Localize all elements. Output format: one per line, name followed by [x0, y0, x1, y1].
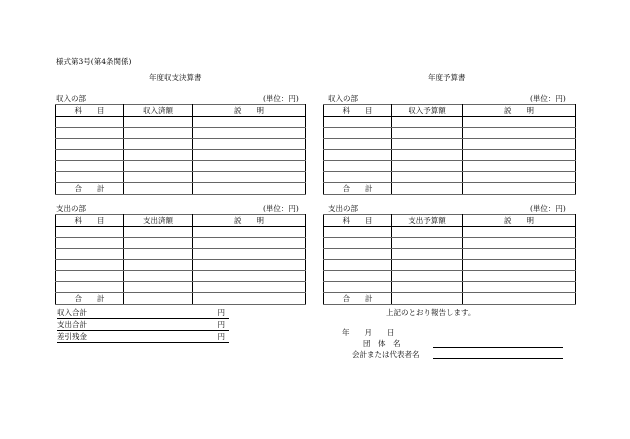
cell-description[interactable]	[463, 249, 576, 260]
cell-description[interactable]	[463, 282, 576, 293]
cell-description[interactable]	[193, 260, 306, 271]
table-row	[324, 128, 576, 139]
cell-item[interactable]	[56, 282, 124, 293]
cell-amount[interactable]	[392, 238, 463, 249]
summary-row-expense[interactable]	[57, 320, 229, 331]
cell-description[interactable]	[463, 260, 576, 271]
cell-amount[interactable]	[124, 172, 193, 183]
table-row	[324, 172, 576, 183]
total-row	[56, 293, 306, 305]
cell-description[interactable]	[463, 128, 576, 139]
cell-item[interactable]	[324, 139, 392, 150]
total-label: 合 計	[324, 183, 392, 195]
table-row	[56, 227, 306, 238]
cell-item[interactable]	[324, 260, 392, 271]
table-row	[324, 260, 576, 271]
cell-amount[interactable]	[392, 128, 463, 139]
table-row	[324, 282, 576, 293]
total-amount[interactable]	[392, 183, 463, 195]
summary-label: 支出合計	[57, 320, 87, 329]
table-row	[56, 172, 306, 183]
settlement-expense-unit: (単位：円)	[263, 204, 299, 213]
summary-label: 差引残金	[57, 332, 87, 341]
header-amount: 支出済額	[124, 215, 193, 227]
cell-amount[interactable]	[392, 150, 463, 161]
cell-description[interactable]	[463, 161, 576, 172]
cell-description[interactable]	[463, 172, 576, 183]
cell-description[interactable]	[193, 139, 306, 150]
table-row	[56, 249, 306, 260]
table-row	[324, 161, 576, 172]
cell-amount[interactable]	[392, 227, 463, 238]
cell-item[interactable]	[56, 161, 124, 172]
cell-amount[interactable]	[392, 260, 463, 271]
budget-expense-section-label: 支出の部	[328, 204, 358, 213]
cell-item[interactable]	[324, 172, 392, 183]
table-row	[56, 150, 306, 161]
settlement-income-table	[55, 104, 306, 195]
cell-amount[interactable]	[392, 139, 463, 150]
cell-item[interactable]	[324, 128, 392, 139]
cell-amount[interactable]	[392, 282, 463, 293]
table-row	[56, 282, 306, 293]
summary-label: 収入合計	[57, 308, 87, 317]
form-label: 様式第3号(第4条関係)	[56, 57, 132, 66]
header-item: 科 目	[56, 215, 124, 227]
cell-item[interactable]	[324, 238, 392, 249]
cell-item[interactable]	[324, 282, 392, 293]
cell-amount[interactable]	[124, 238, 193, 249]
cell-description[interactable]	[463, 150, 576, 161]
table-row	[56, 139, 306, 150]
table-row	[324, 238, 576, 249]
cell-item[interactable]	[56, 172, 124, 183]
total-label: 合 計	[56, 183, 124, 195]
budget-income-table	[323, 104, 576, 195]
cell-item[interactable]	[56, 150, 124, 161]
table-row	[56, 238, 306, 249]
cell-item[interactable]	[56, 128, 124, 139]
cell-description[interactable]	[463, 227, 576, 238]
summary-row-balance[interactable]	[57, 332, 229, 343]
cell-description[interactable]	[193, 249, 306, 260]
header-item: 科 目	[56, 105, 124, 117]
budget-income-unit: (単位：円)	[530, 94, 566, 103]
table-row	[324, 117, 576, 128]
cell-description[interactable]	[193, 150, 306, 161]
cell-description[interactable]	[193, 117, 306, 128]
organization-label: 団 体 名	[363, 339, 401, 348]
cell-item[interactable]	[324, 117, 392, 128]
summary-unit: 円	[217, 308, 225, 317]
cell-amount[interactable]	[392, 249, 463, 260]
total-row	[56, 183, 306, 195]
settlement-title: 年度収支決算書	[149, 73, 202, 82]
cell-item[interactable]	[324, 227, 392, 238]
cell-description[interactable]	[193, 271, 306, 282]
settlement-expense-table	[55, 214, 306, 305]
cell-item[interactable]	[56, 249, 124, 260]
cell-description[interactable]	[463, 271, 576, 282]
total-amount[interactable]	[124, 183, 193, 195]
header-description: 説 明	[463, 105, 576, 117]
header-amount: 収入予算額	[392, 105, 463, 117]
summary-unit: 円	[217, 332, 225, 341]
header-amount: 収入済額	[124, 105, 193, 117]
header-item: 科 目	[324, 215, 392, 227]
settlement-income-unit: (単位：円)	[263, 94, 299, 103]
header-item: 科 目	[324, 105, 392, 117]
cell-item[interactable]	[56, 227, 124, 238]
budget-income-section-label: 収入の部	[328, 94, 358, 103]
cell-description[interactable]	[463, 139, 576, 150]
cell-item[interactable]	[56, 271, 124, 282]
total-row	[324, 293, 576, 305]
settlement-expense-section-label: 支出の部	[56, 204, 86, 213]
cell-amount[interactable]	[124, 128, 193, 139]
cell-amount[interactable]	[392, 161, 463, 172]
cell-item[interactable]	[56, 117, 124, 128]
date-label: 年 月 日	[342, 328, 395, 337]
table-row	[324, 271, 576, 282]
table-row	[56, 117, 306, 128]
budget-expense-unit: (単位：円)	[530, 204, 566, 213]
cell-description[interactable]	[193, 238, 306, 249]
total-label: 合 計	[324, 293, 392, 305]
total-amount[interactable]	[124, 293, 193, 305]
header-amount: 支出予算額	[392, 215, 463, 227]
cell-amount[interactable]	[124, 282, 193, 293]
total-label: 合 計	[56, 293, 124, 305]
budget-expense-table	[323, 214, 576, 305]
total-amount[interactable]	[392, 293, 463, 305]
header-description: 説 明	[463, 215, 576, 227]
organization-name-line[interactable]	[433, 347, 563, 348]
cell-description[interactable]	[463, 117, 576, 128]
total-description[interactable]	[463, 293, 576, 305]
cell-amount[interactable]	[124, 117, 193, 128]
cell-description[interactable]	[193, 172, 306, 183]
header-description: 説 明	[193, 105, 306, 117]
cell-amount[interactable]	[124, 161, 193, 172]
table-row	[324, 249, 576, 260]
summary-block	[57, 308, 229, 343]
table-row	[56, 161, 306, 172]
cell-amount[interactable]	[124, 249, 193, 260]
table-row	[324, 139, 576, 150]
total-description[interactable]	[193, 183, 306, 195]
table-row	[324, 150, 576, 161]
cell-item[interactable]	[56, 139, 124, 150]
summary-unit: 円	[217, 320, 225, 329]
report-statement: 上記のとおり報告します。	[386, 308, 476, 317]
cell-item[interactable]	[324, 249, 392, 260]
table-row	[56, 128, 306, 139]
total-description[interactable]	[463, 183, 576, 195]
table-row	[324, 227, 576, 238]
cell-amount[interactable]	[124, 150, 193, 161]
cell-description[interactable]	[193, 161, 306, 172]
cell-item[interactable]	[56, 260, 124, 271]
cell-description[interactable]	[193, 128, 306, 139]
cell-amount[interactable]	[392, 117, 463, 128]
summary-row-income[interactable]	[57, 308, 229, 319]
cell-description[interactable]	[463, 238, 576, 249]
header-description: 説 明	[193, 215, 306, 227]
cell-description[interactable]	[193, 282, 306, 293]
cell-item[interactable]	[324, 150, 392, 161]
cell-description[interactable]	[193, 227, 306, 238]
representative-label: 会計または代表者名	[352, 350, 420, 359]
cell-amount[interactable]	[124, 260, 193, 271]
total-description[interactable]	[193, 293, 306, 305]
cell-amount[interactable]	[124, 227, 193, 238]
budget-title: 年度予算書	[428, 73, 466, 82]
representative-name-line[interactable]	[433, 358, 563, 359]
table-row	[56, 260, 306, 271]
cell-item[interactable]	[324, 161, 392, 172]
cell-amount[interactable]	[124, 271, 193, 282]
cell-amount[interactable]	[124, 139, 193, 150]
cell-item[interactable]	[324, 271, 392, 282]
cell-amount[interactable]	[392, 271, 463, 282]
total-row	[324, 183, 576, 195]
settlement-income-section-label: 収入の部	[56, 94, 86, 103]
cell-amount[interactable]	[392, 172, 463, 183]
table-row	[56, 271, 306, 282]
cell-item[interactable]	[56, 238, 124, 249]
